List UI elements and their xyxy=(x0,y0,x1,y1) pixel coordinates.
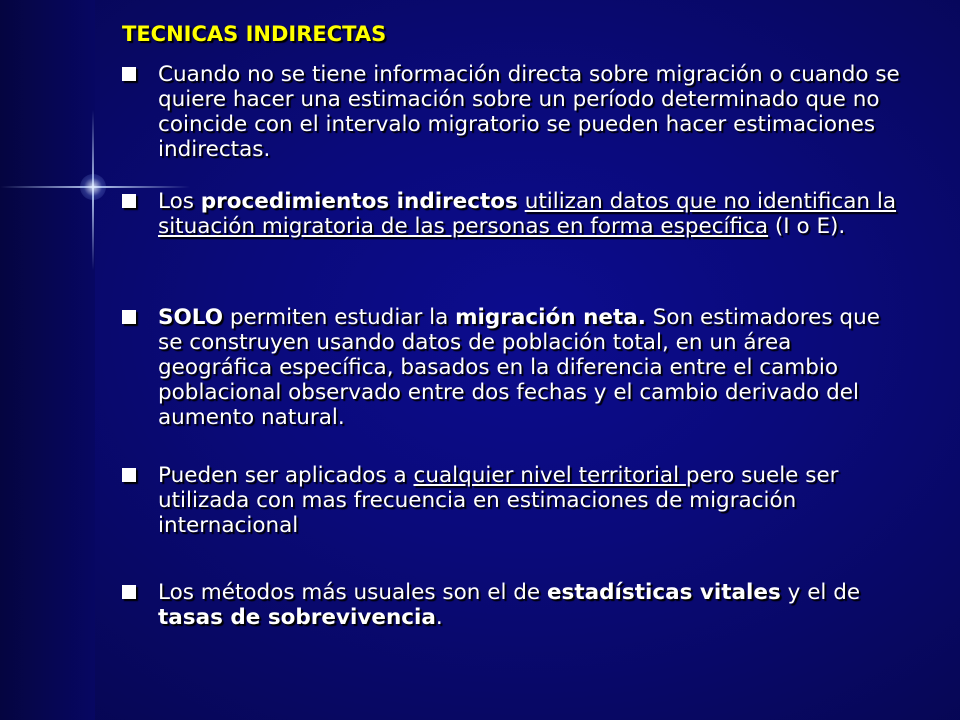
bullet-text-segment xyxy=(518,189,525,214)
square-bullet-icon xyxy=(122,468,136,482)
bold-term: migración neta. xyxy=(455,305,646,330)
bullet-text-segment: y el de xyxy=(780,580,861,605)
bullet-text xyxy=(158,62,902,162)
bullet-text-segment: Los xyxy=(158,189,201,214)
bold-term: tasas de sobrevivencia xyxy=(158,605,436,630)
underlined-phrase: utilizan datos que no identifican la situación migratoria de las personas en forma específica xyxy=(158,189,897,239)
light-flare-glow xyxy=(80,174,106,200)
bullet-text-segment: Pueden ser aplicados a xyxy=(158,463,414,488)
bullet-item-3 xyxy=(122,305,902,430)
bullet-item-2 xyxy=(122,189,902,239)
bullet-text-segment: pero suele ser utilizada con mas frecuencia en estimaciones de migración internacional xyxy=(158,463,839,538)
bullet-text-segment: Son estimadores que se construyen usando datos de población total, en un área geográfica específica, basados en la diferencia entre el cambio poblacional observado entre dos fechas y el cambio derivado del aumento natural. xyxy=(158,305,880,430)
bullet-text xyxy=(158,463,902,538)
left-band xyxy=(0,0,95,720)
square-bullet-icon xyxy=(122,310,136,324)
square-bullet-icon xyxy=(122,67,136,81)
bold-term: estadísticas vitales xyxy=(546,580,781,605)
slide-title: TECNICAS INDIRECTAS xyxy=(122,22,387,46)
bullet-text-segment: . xyxy=(435,605,443,630)
bold-term: SOLO xyxy=(158,305,223,330)
underlined-phrase: cualquier nivel territorial xyxy=(413,463,686,488)
bullet-text xyxy=(158,305,902,430)
square-bullet-icon xyxy=(122,585,136,599)
square-bullet-icon xyxy=(122,194,136,208)
bullet-text-segment: Cuando no se tiene información directa sobre migración o cuando se quiere hacer una estimación sobre un período determinado que no coincide con el intervalo migratorio se pueden hacer estimaciones indirectas. xyxy=(158,62,900,162)
bold-term: procedimientos indirectos xyxy=(200,189,518,214)
bullet-item-4 xyxy=(122,463,902,538)
bullet-item-5 xyxy=(122,580,902,630)
bullet-text-segment: Los métodos más usuales son el de xyxy=(158,580,547,605)
bullet-text-segment: permiten estudiar la xyxy=(222,305,456,330)
bullet-text-segment: (I o E). xyxy=(768,214,846,239)
bullet-item-1 xyxy=(122,62,902,162)
bullet-text xyxy=(158,580,902,630)
bullet-text xyxy=(158,189,902,239)
